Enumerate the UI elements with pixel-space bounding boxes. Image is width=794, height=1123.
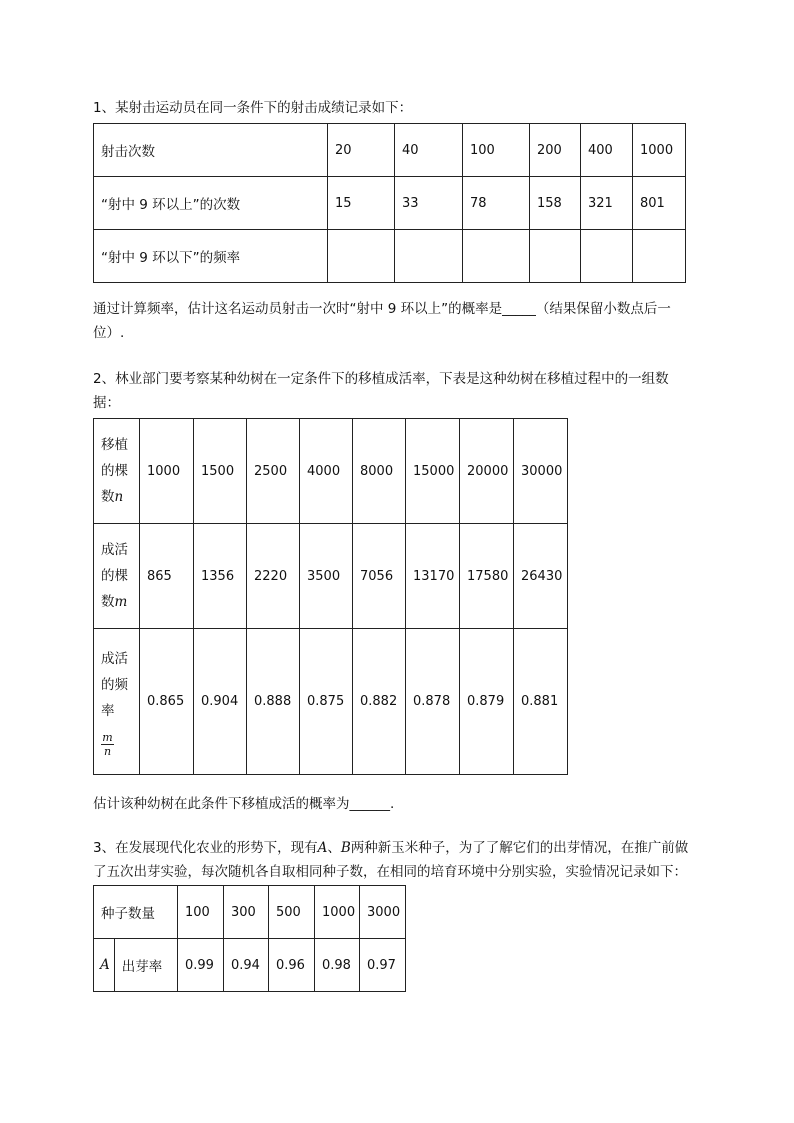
q1-question-line1: 通过计算频率，估计这名运动员射击一次时“射中 9 环以上”的概率是_____（结果保留小数点后一 [93, 301, 671, 317]
table-cell: 0.97 [360, 939, 406, 992]
row-label [94, 524, 140, 629]
table-cell: 20 [328, 124, 395, 177]
table-cell: 33 [395, 177, 463, 230]
row-label: 出芽率 [114, 939, 177, 992]
empty-cell [530, 230, 581, 283]
table-cell: 1000 [315, 886, 360, 939]
table-cell: 100 [178, 886, 224, 939]
table-cell: 2220 [247, 524, 300, 629]
q1-intro: 1、某射击运动员在同一条件下的射击成绩记录如下： [93, 100, 413, 116]
table-cell: 0.865 [140, 629, 194, 775]
header-label: 种子数量 [94, 886, 178, 939]
separator: 、 [327, 840, 341, 856]
table-cell: 158 [530, 177, 581, 230]
q1-question [93, 297, 753, 345]
table-cell: 1356 [194, 524, 247, 629]
empty-cell [463, 230, 530, 283]
q1-table [93, 123, 686, 283]
fraction-numerator: m [102, 730, 113, 744]
variable-n: n [114, 489, 124, 505]
table-row [94, 524, 568, 629]
row-variable-a: A [94, 939, 115, 992]
table-cell: 2500 [247, 419, 300, 524]
table-cell: 17580 [460, 524, 514, 629]
label-line: 的棵 [101, 568, 128, 584]
variable-b: B [340, 840, 351, 856]
table-cell: 200 [530, 124, 581, 177]
label-line: 移植 [101, 437, 128, 453]
table-row [94, 177, 686, 230]
table-cell: 3000 [360, 886, 406, 939]
row-label: “射中 9 环以下”的频率 [94, 230, 328, 283]
table-cell: 4000 [300, 419, 353, 524]
q3-intro-part: 3、在发展现代化农业的形势下，现有 [93, 840, 318, 856]
table-row [94, 886, 406, 939]
table-row [94, 124, 686, 177]
table-row [94, 629, 568, 775]
q2-intro-line2: 据： [93, 395, 120, 411]
label-line: 数 [101, 489, 115, 505]
table-cell: 0.878 [406, 629, 460, 775]
q2-question: 估计该种幼树在此条件下移植成活的概率为______. [93, 796, 395, 812]
table-cell: 801 [633, 177, 686, 230]
empty-cell [328, 230, 395, 283]
table-cell: 0.881 [514, 629, 568, 775]
q2-table [93, 418, 568, 775]
row-label [94, 419, 140, 524]
q3-intro-part: 两种新玉米种子，为了了解它们的出芽情况，在推广前做 [350, 840, 689, 856]
table-cell: 0.882 [353, 629, 406, 775]
fraction-denominator: n [103, 744, 112, 758]
table-cell: 0.96 [269, 939, 315, 992]
table-cell: 78 [463, 177, 530, 230]
row-label: “射中 9 环以上”的次数 [94, 177, 328, 230]
row-label: 射击次数 [94, 124, 328, 177]
table-cell: 0.904 [194, 629, 247, 775]
table-cell: 0.879 [460, 629, 514, 775]
label-line: 数 [101, 594, 115, 610]
table-cell: 100 [463, 124, 530, 177]
variable-a: A [317, 840, 328, 856]
table-cell: 15 [328, 177, 395, 230]
empty-cell [395, 230, 463, 283]
q1-question-line2: 位）. [93, 325, 125, 341]
table-cell: 20000 [460, 419, 514, 524]
table-cell: 0.888 [247, 629, 300, 775]
row-label [94, 629, 140, 775]
table-cell: 40 [395, 124, 463, 177]
variable-m: m [114, 594, 128, 610]
label-line: 的频 [101, 676, 128, 693]
label-line: 成活 [101, 542, 128, 558]
table-row [94, 419, 568, 524]
empty-cell [581, 230, 633, 283]
table-cell: 1000 [140, 419, 194, 524]
q2-intro-line1: 2、林业部门要考察某种幼树在一定条件下的移植成活率，下表是这种幼树在移植过程中的一组数 [93, 371, 669, 387]
table-cell: 300 [224, 886, 269, 939]
label-line: 的棵 [101, 463, 128, 479]
table-cell: 500 [269, 886, 315, 939]
table-cell: 0.94 [224, 939, 269, 992]
table-row [94, 230, 686, 283]
q3-intro-line2: 了五次出芽实验，每次随机各自取相同种子数，在相同的培育环境中分别实验，实验情况记录如下： [93, 864, 687, 880]
fraction-m-over-n [101, 731, 114, 758]
label-line: 成活 [101, 650, 128, 667]
table-cell: 321 [581, 177, 633, 230]
q3-intro-text [93, 836, 773, 884]
table-cell: 30000 [514, 419, 568, 524]
empty-cell [633, 230, 686, 283]
table-cell: 0.875 [300, 629, 353, 775]
table-cell: 1500 [194, 419, 247, 524]
table-cell: 0.98 [315, 939, 360, 992]
table-cell: 15000 [406, 419, 460, 524]
table-cell: 8000 [353, 419, 406, 524]
table-cell: 400 [581, 124, 633, 177]
q2-intro [93, 367, 753, 415]
q3-table [93, 885, 406, 992]
table-cell: 13170 [406, 524, 460, 629]
table-cell: 1000 [633, 124, 686, 177]
table-cell: 26430 [514, 524, 568, 629]
table-cell: 0.99 [178, 939, 224, 992]
table-cell: 865 [140, 524, 194, 629]
table-cell: 3500 [300, 524, 353, 629]
table-cell: 7056 [353, 524, 406, 629]
table-row [94, 939, 406, 992]
label-line: 率 [101, 702, 115, 719]
